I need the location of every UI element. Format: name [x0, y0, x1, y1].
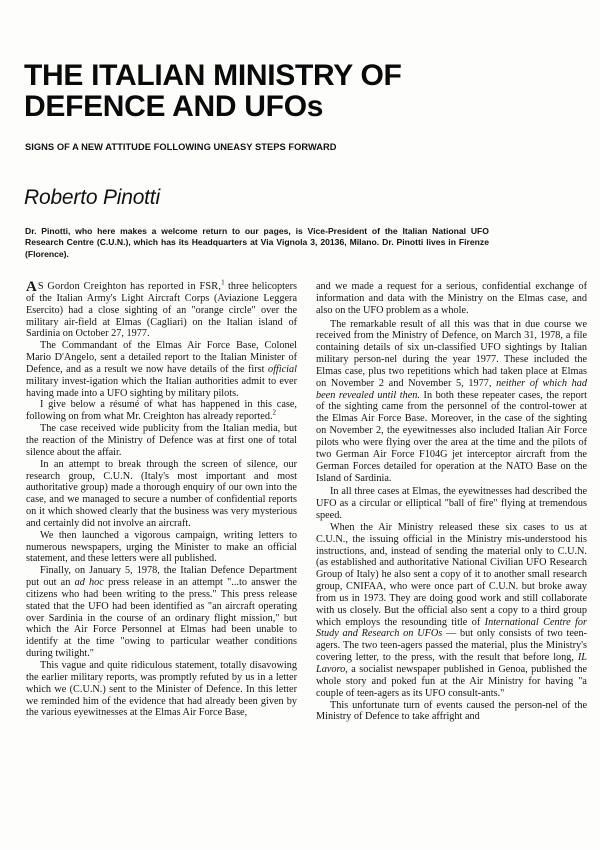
- paragraph-text: — but only consists of two teen-agers. The two teen-agers passed the material, plus the Ministry's covering letter, to the press, with the result that before long,: [316, 628, 587, 664]
- footnote-ref: 2: [272, 408, 277, 417]
- emphasis: official: [267, 363, 297, 375]
- right-column: [316, 281, 587, 723]
- title-line-1: THE ITALIAN MINISTRY OF: [24, 59, 402, 92]
- paragraph: [26, 278, 297, 340]
- emphasis: International Centre for Study and Research on UFOs: [316, 616, 587, 640]
- emphasis: ad hoc: [74, 577, 104, 589]
- paragraph-text: three helicopters of the Italian Army's Light Aircraft Corps (Aviazione Leggera Esercito) had a close sighting of an "orange circle" over the military air-field at Elmas (Cagliari) on the Italian island of Sardinia on October 27, 1977.: [26, 281, 297, 340]
- emphasis: IL Lavoro: [316, 652, 587, 675]
- paragraph-text: In both these repeater cases, the report of the sighting came from the personnel of the control-tower at the Elmas Air Force Base. Moreover, in the case of the sighting on November 2, the eyewitnesses also included Italian Air Force pilots who were flying over the area at the time and the pilots of two German Air Force F104G jet interceptor aircraft from the German Forces detailed for operation at the NATO Base on the Island of Sardinia.: [316, 389, 587, 484]
- author-intro: Dr. Pinotti, who here makes a welcome return to our pages, is Vice-President of the Italian National UFO Research Centre (C.U.N.), which has its Headquarters at Via Vignola 3, 20136, Milano. Dr. Pinotti lives in Firenze (Florence).: [25, 226, 489, 259]
- paragraph: and we made a request for a serious, confidential exchange of information and data with the Ministry on the Elmas case, and also on the UFO problem as a whole.: [316, 281, 587, 316]
- title-line-2: DEFENCE AND UFOs: [24, 90, 324, 123]
- left-column: [26, 278, 297, 719]
- drop-cap: A: [26, 279, 37, 295]
- paragraph: This vague and quite ridiculous statement, totally disavowing the earlier military reports, was promptly refuted by us in a letter which we (C.U.N.) sent to the Minister of Defence. In this letter we reminded him of the evidence that had already been given by the various eyewitnesses at the Elmas Air Force Base,: [26, 660, 297, 719]
- paragraph-text: The Commandant of the Elmas Air Force Base, Colonel Mario D'Angelo, sent a detailed report to the Italian Minister of Defence, and as a result we now have details of the first: [26, 340, 297, 375]
- paragraph-text: When the Air Ministry released these six cases to us at C.U.N., the issuing official in the Ministry mis-understood his instructions, and, instead of sending the material only to C.U.N. (as established and authoritative National Civilian UFO Research Group of Italy) he also sent a copy of it to another small research group, CNIFAA, who were once part of C.U.N. but broke away from us in 1973. They are doing good work and still collaborate with us closely. But the official also sent a copy to a third group which employs the resounding title of: [316, 521, 587, 628]
- paragraph: [26, 565, 297, 660]
- paragraph-text: press release in an attempt "...to answer the citizens who had been writing to the press." This press release stated that the UFO had been identified as "an aircraft operating over Sardinia in the course of an ordinary flight mission," but which the Air Force Personnel at Elmas had been unable to identify at the time "owing to particular weather conditions during twilight.": [26, 577, 297, 660]
- footnote-ref: 1: [221, 278, 225, 287]
- paragraph: We then launched a vigorous campaign, writing letters to numerous newspapers, urging the Minister to make an official statement, and these letters were all published.: [26, 529, 297, 565]
- paragraph: The case received wide publicity from the Italian media, but the reaction of the Ministry of Defence was at first one of total silence about the affair.: [26, 423, 297, 458]
- paragraph-lead: S Gordon Creighton has reported in FSR,: [37, 281, 222, 292]
- paragraph-text: I give below a résumé of what has happened in this case, following on from what Mr. Creighton has already reported.: [26, 399, 297, 423]
- paragraph-text: , a socialist newspaper published in Genoa, published the whole story and poked fun at the Air Ministry for having "a couple of teen-agers as its UFO consult-ants.": [316, 664, 587, 699]
- paragraph: In an attempt to break through the screen of silence, our research group, C.U.N. (Italy's most important and most authoritative group) made a thorough enquiry of our own into the case, and we managed to secure a number of confidential reports on it which showed clearly that the business was very mysterious and certainly did not involve an aircraft.: [26, 458, 297, 529]
- paragraph-text: Finally, on January 5, 1978, the Italian Defence Department put out an: [26, 565, 297, 589]
- paragraph: [26, 340, 297, 399]
- paragraph-text: military invest-igation which the Italian authorities admit to ever having made into a UFO sighting by military pilots.: [26, 375, 297, 399]
- paragraph: [316, 319, 587, 485]
- paragraph: [26, 399, 297, 423]
- emphasis: neither of which had been revealed until then.: [316, 377, 587, 401]
- paragraph: This unfortunate turn of events caused the person-nel of the Ministry of Defence to take affright and: [316, 699, 587, 723]
- article-subtitle: SIGNS OF A NEW ATTITUDE FOLLOWING UNEASY STEPS FORWARD: [25, 142, 337, 152]
- paragraph: In all three cases at Elmas, the eyewitnesses had described the UFO as a circular or elliptical "ball of fire" flying at tremendous speed.: [316, 486, 587, 522]
- author-byline: Roberto Pinotti: [24, 186, 160, 209]
- paragraph: [316, 522, 587, 700]
- article-title: [24, 60, 464, 122]
- paragraph-text: The remarkable result of all this was that in due course we received from the Ministry of Defence, on March 31, 1978, a file containing details of six un-classified UFO sightings by Italian military person-nel during the year 1977. These included the Elmas case, plus two repetitions which had taken place at Elmas on November 2 and November 5, 1977,: [316, 318, 587, 389]
